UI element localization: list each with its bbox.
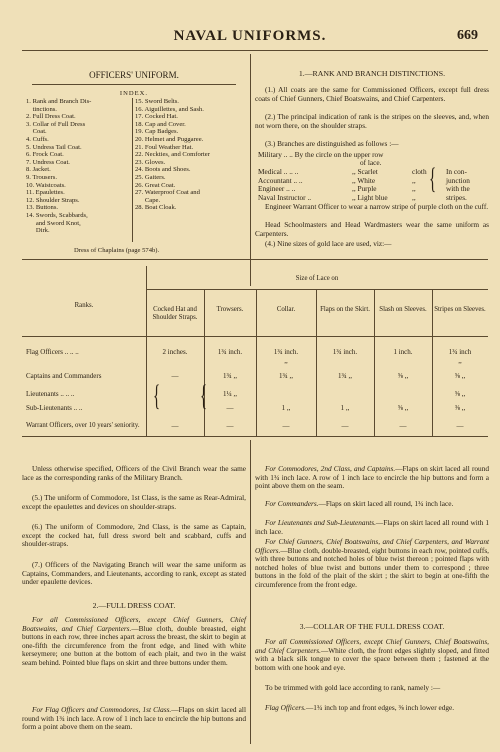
index-entry: 21. Foul Weather Hat. [135,143,194,151]
table-cell: — [282,422,290,430]
brace-word: stripes. [446,192,467,202]
ranks-heading: Ranks. [74,302,94,309]
table-cell: 1 ,, [340,404,350,412]
column-header: Trowsers. [216,306,244,313]
index-entry: 9. Trousers. [26,173,57,181]
table-cell: 1¾ inch [448,348,472,356]
index-entry: 22. Neckties, and Comforter [135,151,210,159]
rank-label: Warrant Officers, over 10 years' seniority. [26,422,140,429]
table-cell: ⅝ ,, [454,390,466,398]
branch-cloth: ,, [412,192,416,202]
ditto-mark: ,, [284,357,288,365]
index-entry: 18. Cap and Cover. [135,120,186,128]
para-1: (1.) All coats are the same for Commissioned Officers, except full dress coats of Chief Gunners, Chief Boatswains, and Chief Carpenters. [255,85,489,103]
para-flag-officers: For Flag Officers and Commodores, 1st Class.—Flaps on skirt laced all round with 1¾ inch lace. A row of 1 inch lace to encircle the hip buttons and form a point above them on the seam. [22,705,246,732]
header-rule [22,50,488,51]
column-header: Flaps on the Skirt. [320,306,370,313]
index-entry: 16. Aiguillettes, and Sash. [135,105,204,113]
para-engineer: Engineer Warrant Officer to wear a narrow stripe of purple cloth on the cuff. [265,202,489,211]
branch-colour: ,, Purple [352,184,377,194]
index-entry: 28. Boat Cloak. [135,204,177,212]
index-entry: 6. Frock Coat. [26,151,64,159]
table-top-rule [22,259,488,260]
para-lieutenants: For Lieutenants and Sub-Lieutenants.—Flaps on skirt laced all round with 1 inch lace. [255,518,489,536]
para-collar: For all Commissioned Officers, except Chief Gunners, Chief Boatswains, and Chief Carpenters.—White cloth, the front edges slightly sloped, and fitted with a black silk tongue to cover the space between them ; fastened at the bottom with one hook and eye. [255,637,489,672]
branch-name: Naval Instructor .. [258,192,312,202]
index-entry: 10. Waistcoats. [26,181,66,189]
column-header: Slash on Sleeves. [379,306,427,313]
brace-word: with the [446,184,470,194]
index-entry: 15. Sword Belts. [135,98,179,105]
para-flag-collar: Flag Officers.—1¾ inch top and front edges, ⅜ inch lower edge. [265,703,455,712]
table-header-rule [22,336,488,337]
index-entry: 7. Undress Coat. [26,158,70,166]
table-cell: 1¾ inch. [273,348,299,356]
index-entry: 3. Collar of Full Dress [26,120,86,128]
index-heading: INDEX. [119,90,149,97]
column-header: Collar. [276,306,296,313]
index-entry: Cape. [135,196,161,204]
index-entry: and Sword Knot, [26,219,81,227]
table-cell: 1 inch. [393,348,413,356]
index-entry: 13. Buttons. [26,204,59,212]
index-entry: tinctions. [26,105,57,113]
table-cell: — [456,422,464,430]
index-entry: 2. Full Dress Coat. [26,113,76,121]
row-brace-1: { [153,379,161,412]
branch-name: Accountant .. .. [258,175,303,185]
table-cell: 1¾ ,, [279,372,293,380]
officers-uniform-title: OFFICERS' UNIFORM. [89,70,179,80]
para-unless: Unless otherwise specified, Officers of the Civil Branch wear the same lace as the corresponding ranks of the Military Branch. [22,464,246,482]
index-entry: 8. Jacket. [26,166,51,174]
branch-name: Medical .. .. .. [258,167,299,176]
branch-cloth: ,, [412,175,416,185]
brace-word: junction [446,175,470,185]
index-entry: 26. Great Coat. [135,181,176,189]
index-divider [132,98,133,242]
table-cell: 1¾ ,, [223,372,237,380]
table-bottom-rule [22,436,488,437]
index-entry: Dirk. [26,227,50,235]
index-column-2 [135,98,249,212]
para-all-commissioned: For all Commissioned Officers, except Chief Gunners, Chief Boatswains, and Chief Carpenters.—Blue cloth, double breasted, eight buttons in each row, three inches apart across the breast, the skirt to begin at one-fifth the circumference from the front edge, and lined with white kerseymere; one button at the bottom of each plait, and two in the waist seam behind. Pointed blue flaps on skirt and three buttons under them. [22,615,246,667]
para-trim: To be trimmed with gold lace according to rank, namely :— [265,683,441,692]
table-cell: 1 ,, [281,404,291,412]
para-commodores-2nd: For Commodores, 2nd Class, and Captains.—Flaps on skirt laced all round with 1¾ inch lace. A row of 1 inch lace to encircle the hip buttons and form a point above them on the seam. [255,464,489,491]
para-commanders: For Commanders.—Flaps on skirt laced all round, 1¾ inch lace. [265,499,454,508]
para-head: Head Schoolmasters and Head Wardmasters wear the same uniform as Carpenters. [255,220,489,238]
index-entry: 25. Gaiters. [135,173,166,181]
table-cell: ⅜ ,, [454,404,466,412]
index-entry: 23. Gloves. [135,158,166,166]
ditto-mark: ,, [458,357,462,365]
size-heading: Size of Lace on [295,275,339,282]
index-entry: 24. Boots and Shoes. [135,166,191,174]
military-line: Military .. .. By the circle on the upper row [258,150,384,159]
branch-name: Engineer .. .. [258,184,296,194]
table-cell: — [171,422,179,430]
index-entry: Coat. [26,128,47,136]
para-5: (5.) The uniform of Commodore, 1st Class, is the same as Rear-Admiral, except the epaulettes and devices on shoulder-straps. [22,493,246,511]
table-cell: 1¾ ,, [338,372,352,380]
column-divider-top [250,54,251,286]
branch-cloth: cloth [412,167,427,176]
table-cell: — [226,422,234,430]
chaplains-note: Dress of Chaplains (page 574b). [74,247,160,254]
table-cell: — [399,422,407,430]
table-cell: 1¾ inch. [332,348,358,356]
para-7: (7.) Officers of the Navigating Branch will wear the same uniform as Captains, Commanders, and Lieutenants, according to rank, except as stated under epaulette devices. [22,560,246,587]
index-entry: 19. Cap Badges. [135,128,179,136]
column-rule [374,289,375,436]
para-3: (3.) Branches are distinguished as follows :— [265,139,399,148]
rank-label: Sub-Lieutenants .. .. [26,404,83,412]
branch-cloth: ,, [412,184,416,194]
index-entry: 11. Epaulettes. [26,189,65,197]
table-cell: ⅝ ,, [454,372,466,380]
index-entry: 14. Swords, Scabbards, [26,211,88,219]
para-chief-gunners: For Chief Gunners, Chief Boatswains, and Chief Carpenters, and Warrant Officers.—Blue cloth, double-breasted, eight buttons in each row, pointed cuffs, with three buttons and notched holes of blue twist thereon ; pointed flaps with notched holes of blue twist and buttons under them to correspond ; three buttons in the fold of the plait of the skirt ; the skirt to begin at one-fifth the circumference from the front edge. [255,537,489,589]
table-cell: 2 inches. [162,348,188,356]
branch-colour: ,, Light blue [352,192,388,202]
index-entry: 20. Helmet and Puggaree. [135,135,204,143]
collar-title: 3.—COLLAR OF THE FULL DRESS COAT. [299,622,445,631]
column-rule [316,289,317,436]
branch-colour: ,, Scarlet [352,167,378,176]
branch-colour: ,, White [352,175,376,185]
table-cell: ⅝ ,, [397,372,409,380]
column-header: Stripes on Sleeves. [434,306,486,313]
index-entry: 5. Undress Tail Coat. [26,143,82,151]
table-cell: — [226,404,234,412]
rank-label: Captains and Commanders [26,372,102,380]
index-entry: 27. Waterproof Coat and [135,189,200,197]
para-4: (4.) Nine sizes of gold lace are used, viz:— [265,239,392,248]
military-line-2: of lace. [360,158,382,167]
brace-word: In con- [446,167,467,176]
index-entry: 17. Cocked Hat. [135,113,178,121]
full-dress-coat-title: 2.—FULL DRESS COAT. [92,601,176,610]
para-2: (2.) The principal indication of rank is the stripes on the sleeves, and, when not worn there, on the shoulder straps. [255,112,489,130]
index-entry: 12. Shoulder Straps. [26,196,80,204]
index-entry: 4. Cuffs. [26,135,49,143]
rank-branch-title: 1.—RANK AND BRANCH DISTINCTIONS. [298,69,446,78]
title-rule [32,84,236,85]
para-6: (6.) The uniform of Commodore, 2nd Class, is the same as Captain, except the cocked hat, full dress sword belt and scabbard, cuffs and shoulder-straps. [22,522,246,549]
size-rule [146,289,488,290]
table-cell: — [171,372,179,380]
table-cell: 1¾ inch. [217,348,243,356]
page-title: NAVAL UNIFORMS. [173,28,327,44]
index-entry: 1. Rank and Branch Dis- [26,98,92,105]
page-number: 669 [457,28,478,43]
column-rule [204,289,205,436]
row-brace-2: { [200,379,208,412]
table-cell: ⅝ ,, [397,404,409,412]
column-header: Cocked Hat and Shoulder Straps. [152,306,198,321]
brace-glyph: { [429,162,437,195]
table-cell: 1¼ ,, [223,390,237,398]
rank-label: Flag Officers .. .. .. [26,348,79,356]
column-divider-bottom [250,440,251,744]
table-cell: — [341,422,349,430]
rank-label: Lieutenants .. .. .. [26,390,75,398]
index-column-1 [26,98,130,235]
